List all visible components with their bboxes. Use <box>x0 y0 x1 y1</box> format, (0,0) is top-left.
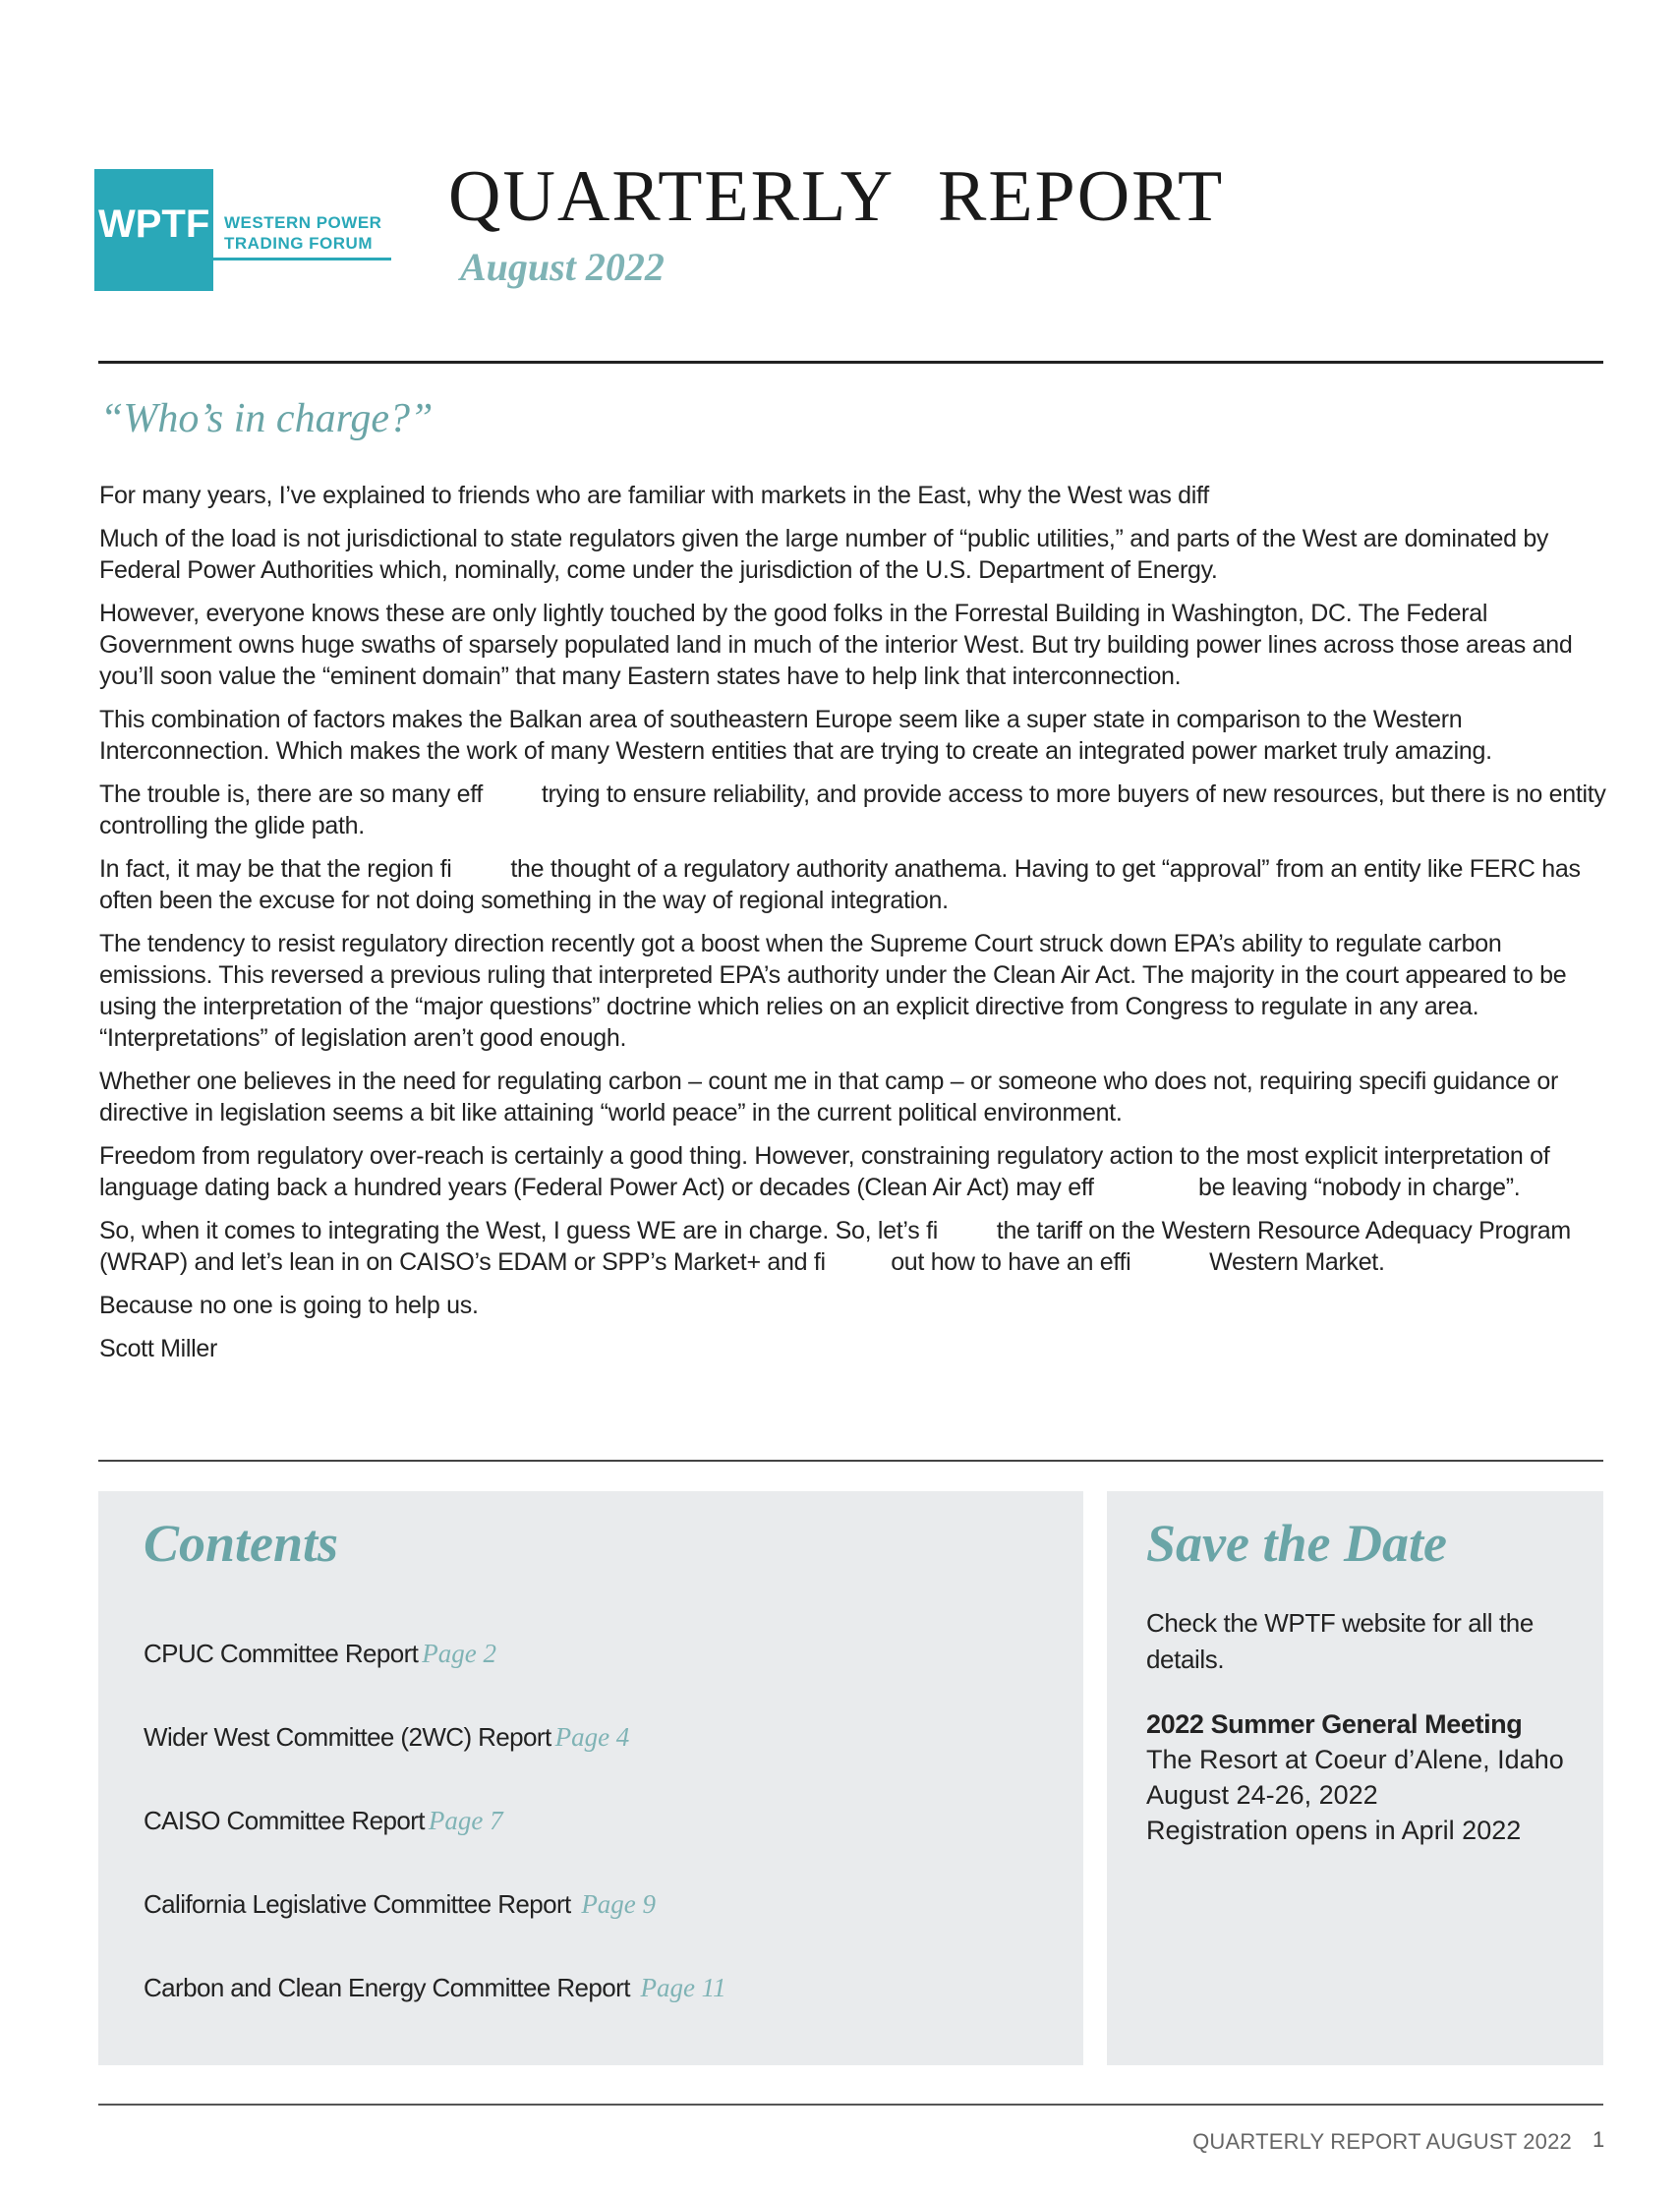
save-the-date-panel <box>1107 1491 1603 2065</box>
contents-item-caiso[interactable] <box>144 1806 726 1889</box>
contents-item-page[interactable]: Page 2 <box>422 1639 496 1668</box>
report-title: QUARTERLY REPORT <box>448 156 1225 237</box>
contents-item-legislative[interactable] <box>144 1889 726 1973</box>
article-paragraph: The tendency to resist regulatory direction recently got a boost when the Supreme Court struck down EPA’s ability to regulate carbon emissions. This reversed a previous ruling that interpreted EPA’s authority under the Clean Air Act. The majority in the court appeared to be using the interpretation of the “major questions” doctrine which relies on an explicit directive from Congress to regulate in any area. “Interpretations” of legislation aren’t good enough. <box>99 930 1567 1052</box>
article-paragraph: The trouble is, there are so many eff trying to ensure reliability, and provide access to more buyers of new resources, but there is no entity controlling the glide path. <box>99 780 1613 839</box>
article-paragraph: Whether one believes in the need for regulating carbon – count me in that camp – or someone who does not, requiring specifi guidance or directive in legislation seems a bit like attaining “world peace” in the current political environment. <box>99 1068 1559 1126</box>
contents-item-label: Carbon and Clean Energy Committee Report <box>144 1973 637 2002</box>
contents-item-label: CAISO Committee Report <box>144 1806 425 1835</box>
article-paragraph: So, when it comes to integrating the West, I guess WE are in charge. So, let’s fi the tariff on the Western Resource Adequacy Program (WRAP) and let’s lean in on CAISO’s EDAM or SPP’s Market+ and fi out how to have an effi Western Market. <box>99 1217 1578 1276</box>
event-details <box>1146 1706 1598 1848</box>
article-paragraph: In fact, it may be that the region fi the thought of a regulatory authority anathema. Having to get “approval” from an entity like FERC has often been the excuse for not doing something in the way of regional integration. <box>99 855 1588 914</box>
event-location: The Resort at Coeur d’Alene, Idaho <box>1146 1745 1564 1774</box>
contents-list <box>144 1639 726 2056</box>
article-paragraph: Freedom from regulatory over-reach is certainly a good thing. However, constraining regulatory action to the most explicit interpretation of language dating back a hundred years (Federal Power Act) or decades (Clean Air Act) may eff be leaving “nobody in charge”. <box>99 1142 1557 1201</box>
header-divider <box>98 361 1603 364</box>
logo-abbr: WPTF <box>98 202 210 246</box>
footer-text: QUARTERLY REPORT AUGUST 2022 <box>1192 2129 1572 2154</box>
contents-item-carbon[interactable] <box>144 1973 726 2056</box>
article-paragraph: However, everyone knows these are only lightly touched by the good folks in the Forrestal Building in Washington, DC. The Federal Government owns huge swaths of sparsely populated land in much of the interior West. But try building power lines across those areas and you’ll soon value the “eminent domain” that many Eastern states have to help link that interconnection. <box>99 600 1573 690</box>
contents-item-2wc[interactable] <box>144 1722 726 1806</box>
save-the-date-intro: Check the WPTF website for all the details. <box>1146 1608 1534 1674</box>
article-body <box>99 480 1613 1376</box>
event-registration: Registration opens in April 2022 <box>1146 1816 1522 1845</box>
wptf-logo <box>94 169 391 291</box>
contents-item-page[interactable]: Page 7 <box>428 1806 503 1835</box>
contents-panel <box>98 1491 1083 2065</box>
contents-item-page[interactable]: Page 4 <box>554 1722 630 1752</box>
logo-name <box>220 212 395 254</box>
footer-divider <box>98 2104 1603 2106</box>
contents-item-label: California Legislative Committee Report <box>144 1889 578 1919</box>
event-dates: August 24-26, 2022 <box>1146 1780 1378 1810</box>
contents-item-page[interactable]: Page 9 <box>581 1889 657 1919</box>
report-date: August 2022 <box>460 245 665 289</box>
logo-underline <box>213 258 391 260</box>
article-headline: “Who’s in charge?” <box>100 396 434 441</box>
contents-item-label: Wider West Committee (2WC) Report <box>144 1722 551 1752</box>
article-paragraph: Much of the load is not jurisdictional to state regulators given the large number of “public utilities,” and parts of the West are dominated by Federal Power Authorities which, nominally, come under the jurisdiction of the U.S. Department of Energy. <box>99 525 1549 584</box>
logo-name-line1: WESTERN POWER <box>224 213 382 232</box>
article-signature: Scott Miller <box>99 1335 218 1362</box>
article-paragraph: This combination of factors makes the Balkan area of southeastern Europe seem like a super state in comparison to the Western Interconnection. Which makes the work of many Western entities that are trying to create an integrated power market truly amazing. <box>99 706 1492 765</box>
save-the-date-heading: Save the Date <box>1146 1514 1447 1573</box>
event-title: 2022 Summer General Meeting <box>1146 1709 1523 1739</box>
section-divider <box>98 1460 1603 1462</box>
contents-item-cpuc[interactable] <box>144 1639 726 1722</box>
logo-name-line2: TRADING FORUM <box>224 234 373 253</box>
contents-item-page[interactable]: Page 11 <box>640 1973 726 2002</box>
page-number: 1 <box>1593 2127 1605 2152</box>
contents-heading: Contents <box>144 1514 339 1573</box>
contents-item-label: CPUC Committee Report <box>144 1639 419 1668</box>
article-paragraph: For many years, I’ve explained to friends who are familiar with markets in the East, why the West was diff <box>99 482 1209 509</box>
article-paragraph: Because no one is going to help us. <box>99 1292 479 1319</box>
